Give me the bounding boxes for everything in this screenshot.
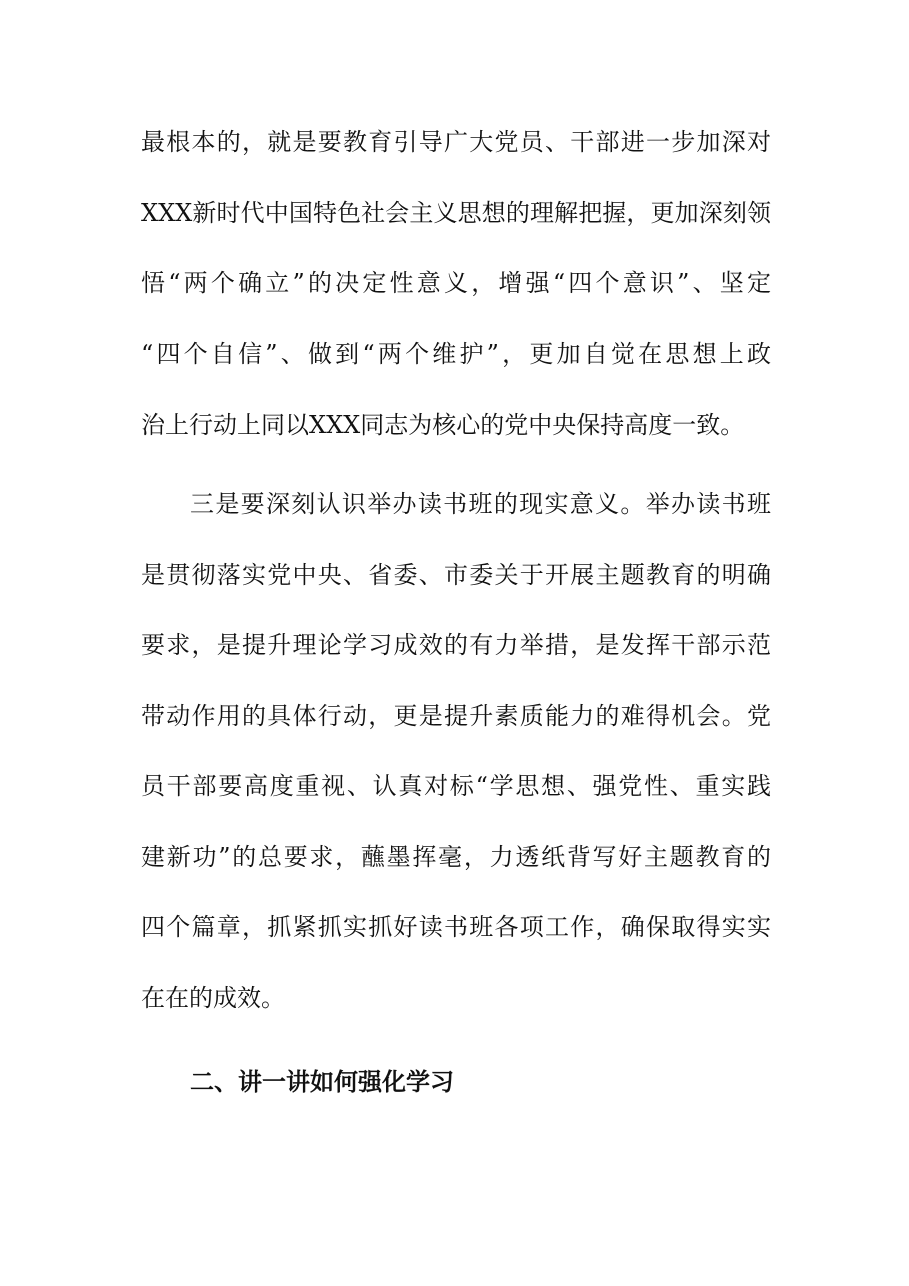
text-line: 最根本的，就是要教育引导广大党员、干部进一步加深对 xyxy=(141,128,771,156)
text-line: 在在的成效。 xyxy=(141,984,285,1012)
text-line: 带动作用的具体行动，更是提升素质能力的难得机会。党 xyxy=(141,702,771,730)
text-line: XXX新时代中国特色社会主义思想的理解把握，更加深刻领 xyxy=(141,199,771,227)
text-line: 建新功”的总要求，蘸墨挥毫，力透纸背写好主题教育的 xyxy=(141,843,771,871)
text-line: 要求，是提升理论学习成效的有力举措，是发挥干部示范 xyxy=(141,631,771,659)
text-line: 治上行动上同以XXX同志为核心的党中央保持高度一致。 xyxy=(141,411,745,439)
text-line: 三是要深刻认识举办读书班的现实意义。举办读书班 xyxy=(190,490,771,518)
text-line: 员干部要高度重视、认真对标“学思想、强党性、重实践 xyxy=(141,772,771,800)
text-line: 悟“两个确立”的决定性意义，增强“四个意识”、坚定 xyxy=(141,269,771,297)
text-line: 四个篇章，抓紧抓实抓好读书班各项工作，确保取得实实 xyxy=(141,913,771,941)
text-line: “四个自信”、做到“两个维护”，更加自觉在思想上政 xyxy=(141,340,771,368)
text-line: 是贯彻落实党中央、省委、市委关于开展主题教育的明确 xyxy=(141,561,771,589)
section-heading: 二、讲一讲如何强化学习 xyxy=(190,1068,454,1096)
